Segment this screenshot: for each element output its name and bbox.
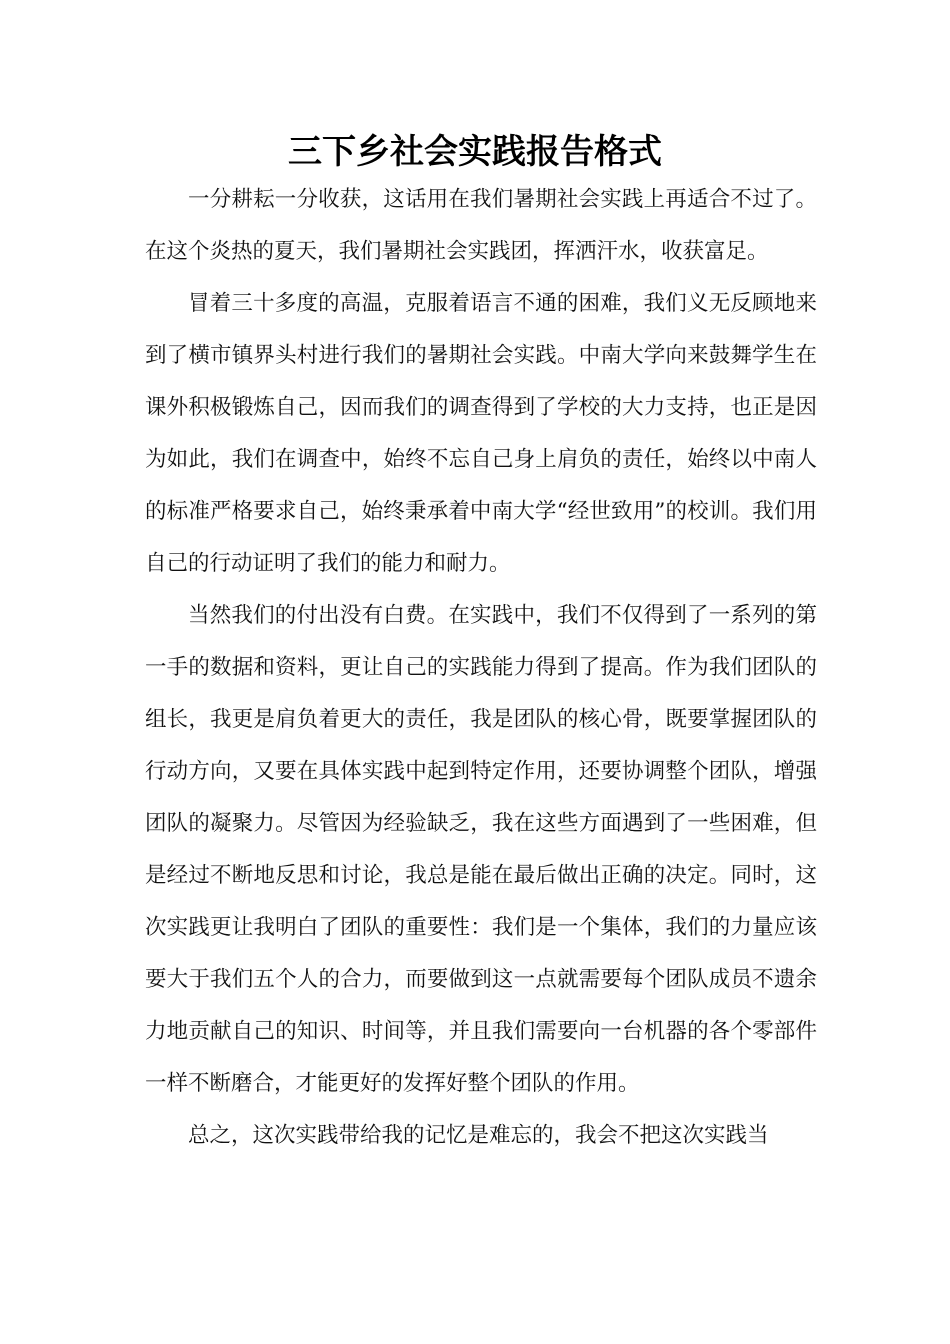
document-body [145,174,817,1162]
page-title: 三下乡社会实践报告格式 [288,132,662,172]
paragraph: 冒着三十多度的高温，克服着语言不通的困难，我们义无反顾地来到了横市镇界头村进行我们的暑期社会实践。中南大学向来鼓舞学生在课外积极锻炼自己，因而我们的调查得到了学校的大力支持，也正是因为如此，我们在调查中，始终不忘自己身上肩负的责任，始终以中南人的标准严格要求自己，始终秉承着中南大学“经世致用”的校训。我们用自己的行动证明了我们的能力和耐力。 [145,291,817,576]
paragraph: 总之，这次实践带给我的记忆是难忘的，我会不把这次实践当 [188,1123,769,1148]
paragraph: 当然我们的付出没有白费。在实践中，我们不仅得到了一系列的第一手的数据和资料，更让自己的实践能力得到了提高。作为我们团队的组长，我更是肩负着更大的责任，我是团队的核心骨，既要掌握团队的行动方向，又要在具体实践中起到特定作用，还要协调整个团队，增强团队的凝聚力。尽管因为经验缺乏，我在这些方面遇到了一些困难，但是经过不断地反思和讨论，我总是能在最后做出正确的决定。同时，这次实践更让我明白了团队的重要性：我们是一个集体，我们的力量应该要大于我们五个人的合力，而要做到这一点就需要每个团队成员不遗余力地贡献自己的知识、时间等，并且我们需要向一台机器的各个零部件一样不断磨合，才能更好的发挥好整个团队的作用。 [145,603,817,1096]
paragraph: 一分耕耘一分收获，这话用在我们暑期社会实践上再适合不过了。在这个炎热的夏天，我们暑期社会实践团，挥洒汗水，收获富足。 [145,187,817,264]
